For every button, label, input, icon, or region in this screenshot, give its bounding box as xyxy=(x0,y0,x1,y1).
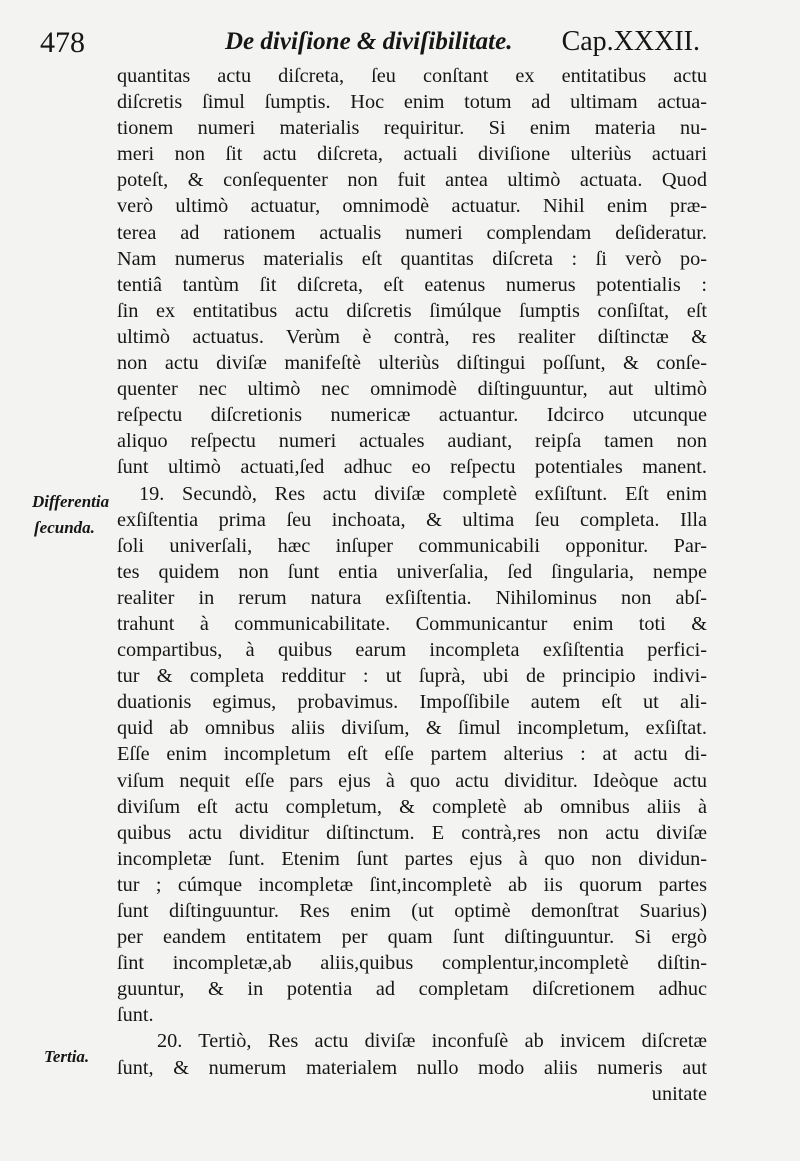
text-line: per eandem entitatem per quam ſunt diſtinguuntur. Si ergò xyxy=(117,926,707,949)
text-line: compartibus, à quibus earum incompleta exſiſtentia perfici- xyxy=(117,639,707,662)
page-number: 478 xyxy=(40,26,85,59)
margin-note-tertia: Tertia. xyxy=(44,1047,90,1066)
text-line: meri non ſit actu diſcreta, actuali diviſione ulteriùs actuari xyxy=(117,143,707,166)
text-line: tionem numeri materialis requiritur. Si enim materia nu- xyxy=(117,117,707,140)
text-line: diſcretis ſimul ſumptis. Hoc enim totum ad ultimam actua- xyxy=(117,91,707,114)
text-line-paragraph-20: 20. Tertiò, Res actu diviſæ inconfuſè ab invicem diſcretæ xyxy=(157,1030,707,1053)
text-line: quibus actu dividitur diſtinctum. E contrà,res non actu diviſæ xyxy=(117,821,707,844)
text-line: tes quidem non ſunt entia univerſalia, ſed ſingularia, nempe xyxy=(117,560,707,583)
text-line: duationis egimus, probavimus. Impoſſibile autem eſt ut ali- xyxy=(117,691,707,714)
text-line: ſunt diſtinguuntur. Res enim (ut optimè demonſtrat Suarius) xyxy=(117,900,707,922)
text-line: quantitas actu diſcreta, ſeu conſtant ex entitatibus actu xyxy=(117,65,707,87)
text-line: reſpectu diſcretionis numericæ actuantur. Idcirco utcunque xyxy=(117,404,707,427)
text-line: verò ultimò actuatur, omnimodè actuatur. Nihil enim præ- xyxy=(117,195,707,218)
text-line: ſunt. xyxy=(117,1004,154,1027)
text-line: ultimò actuatus. Verùm è contrà, res realiter diſtinctæ & xyxy=(117,325,707,348)
text-line: terea ad rationem actualis numeri complendam deſideratur. xyxy=(117,221,707,244)
text-line: trahunt à communicabilitate. Communicantur enim toti & xyxy=(117,612,707,635)
text-line: quid ab omnibus aliis diviſum, & ſimul incompletum, exſiſtat. xyxy=(117,717,707,740)
text-line: tur ; cúmque incompletæ ſint,incompletè ab iis quorum partes xyxy=(117,873,707,896)
body-text xyxy=(117,63,707,1107)
text-line: guuntur, & in potentia ad completam diſcretionem adhuc xyxy=(117,978,707,1001)
text-line: tur & completa redditur : ut ſuprà, ubi de principio indivi- xyxy=(117,665,707,688)
text-line: Nam numerus materialis eſt quantitas diſcreta : ſi verò po- xyxy=(117,247,707,270)
text-line: ſoli univerſali, hæc inſuper communicabili opponitur. Par- xyxy=(117,534,707,557)
text-line: viſum nequit eſſe pars ejus à quo actu dividitur. Ideòque actu xyxy=(117,769,707,792)
running-title: De diviſione & diviſibilitate. xyxy=(225,28,513,55)
text-line: ſint incompletæ,ab aliis,quibus complentur,incompletè diſtin- xyxy=(117,952,707,975)
margin-note-secunda: ſecunda. xyxy=(34,518,95,537)
text-line: tentiâ tantùm ſit diſcreta, eſt eatenus numerus potentialis : xyxy=(117,273,707,296)
text-line: aliquo reſpectu numeri actuales audiant, reipſa tamen non xyxy=(117,430,707,453)
text-line: realiter in rerum natura exſiſtentia. Nihilominus non abſ- xyxy=(117,586,707,609)
text-line: diviſum eſt actu completum, & completè ab omnibus aliis à xyxy=(117,795,707,818)
text-line: ſin ex entitatibus actu diſcretis ſimúlque ſumptis conſiſtat, eſt xyxy=(117,299,707,322)
text-line: ſunt, & numerum materialem nullo modo aliis numeris aut xyxy=(117,1056,707,1079)
text-line: quenter nec ultimò nec omnimodè diſtinguuntur, aut ultimò xyxy=(117,378,707,401)
text-line: Eſſe enim incompletum eſt eſſe partem alterius : at actu di- xyxy=(117,743,707,766)
text-line: poteſt, & conſequenter non fuit antea ultimò actuata. Quod xyxy=(117,169,707,192)
chapter-label: Cap.XXXII. xyxy=(561,26,700,57)
text-line: non actu diviſæ manifeſtè ulteriùs diſtingui poſſunt, & conſe- xyxy=(117,352,707,375)
catchword: unitate xyxy=(651,1082,707,1105)
text-line-paragraph-19: 19. Secundò, Res actu diviſæ completè exſiſtunt. Eſt enim xyxy=(139,482,707,505)
page-header xyxy=(40,24,700,64)
text-line: incompletæ ſunt. Etenim ſunt partes ejus à quo non dividun- xyxy=(117,847,707,870)
margin-note-differentia: Differentia xyxy=(32,492,110,511)
text-line: exſiſtentia prima ſeu inchoata, & ultima ſeu completa. Illa xyxy=(117,508,707,531)
text-line: ſunt ultimò actuati,ſed adhuc eo reſpectu potentiales manent. xyxy=(117,456,707,479)
